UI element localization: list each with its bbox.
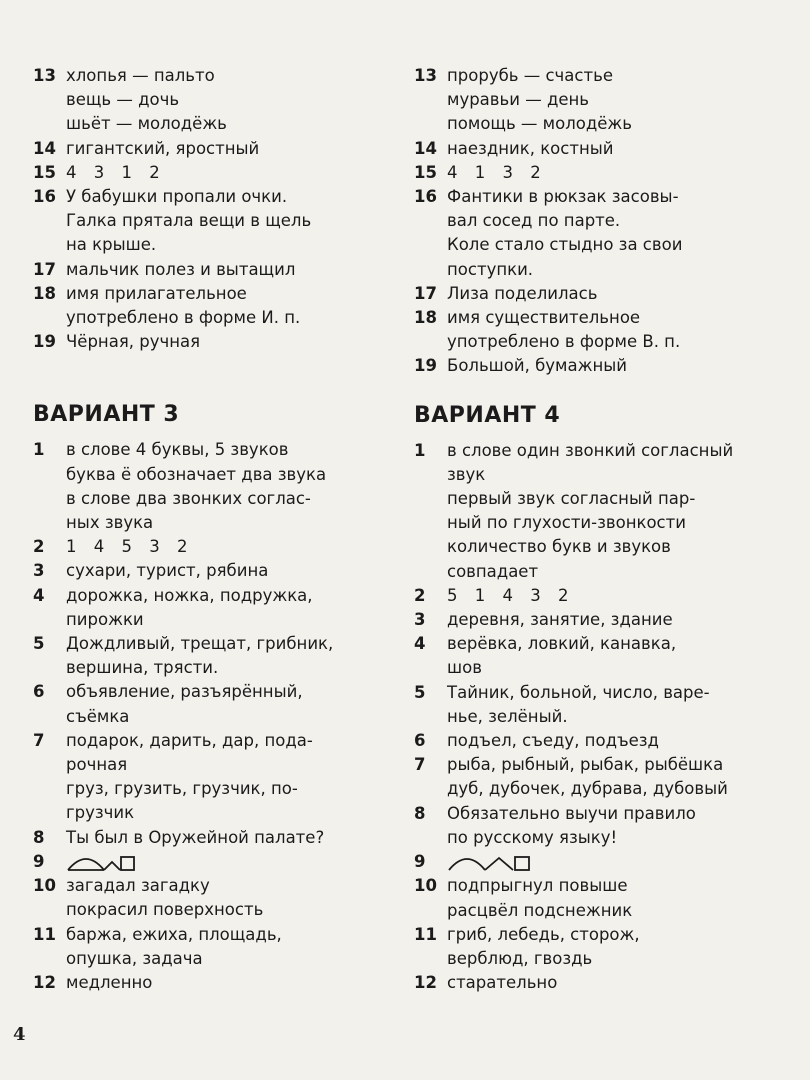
answer-number: 12	[33, 972, 56, 992]
answer-number: 3	[414, 610, 426, 630]
answer-line: имя прилагательное	[66, 283, 247, 303]
answer-item	[33, 535, 413, 559]
ending-box-icon	[515, 857, 529, 870]
root-arc-icon	[68, 859, 104, 870]
answer-line: дуб, дубочек, дубрава, дубовый	[447, 779, 728, 799]
answer-item	[33, 258, 413, 282]
answer-line: верёвка, ловкий, канавка,	[447, 634, 677, 654]
answer-item	[414, 971, 794, 995]
answer-item	[414, 729, 794, 753]
answer-text	[447, 753, 794, 801]
answer-text	[66, 632, 413, 680]
answer-text	[66, 584, 413, 632]
answer-number: 12	[414, 973, 437, 993]
answer-line: количество букв и звуков	[447, 537, 671, 557]
answer-item	[33, 874, 413, 922]
answer-line: вещь — дочь	[66, 90, 180, 110]
answer-line: опушка, задача	[66, 948, 203, 968]
answer-number: 19	[414, 356, 437, 376]
answer-number: 16	[414, 187, 437, 207]
answer-item	[414, 354, 794, 378]
answer-line: съёмка	[66, 706, 130, 726]
answer-text	[447, 802, 794, 850]
answer-text	[66, 729, 413, 826]
answer-line: загадал загадку	[66, 876, 210, 896]
answer-number: 14	[414, 138, 437, 158]
answer-text	[447, 971, 794, 995]
answer-line: 5 1 4 3 2	[447, 585, 575, 605]
variant3-heading: ВАРИАНТ 3	[33, 402, 180, 428]
answer-text	[66, 64, 413, 137]
answer-line: Большой, бумажный	[447, 356, 627, 376]
answer-item	[33, 584, 413, 632]
answer-line: прорубь — счастье	[447, 66, 613, 85]
answer-line: медленно	[66, 972, 153, 992]
answer-line: рыба, рыбный, рыбак, рыбёшка	[447, 755, 724, 775]
answer-number: 4	[414, 634, 426, 654]
answer-line: Тайник, больной, число, варе-	[447, 682, 710, 702]
answer-text	[447, 608, 794, 632]
answer-line: деревня, занятие, здание	[447, 610, 673, 630]
answer-line: в слове два звонких соглас-	[66, 488, 311, 508]
answer-line: мальчик полез и вытащил	[66, 259, 296, 279]
answer-item	[414, 923, 794, 971]
answer-item	[33, 137, 413, 161]
answer-item	[33, 971, 413, 995]
answer-item	[414, 681, 794, 729]
answer-text	[66, 282, 413, 330]
answer-number: 17	[414, 283, 437, 303]
page-number: 4	[13, 1024, 26, 1045]
answer-number: 9	[414, 852, 426, 872]
answer-text	[66, 137, 413, 161]
answer-item	[33, 185, 413, 258]
answer-number: 18	[414, 308, 437, 328]
answer-line: объявление, разъярённый,	[66, 682, 303, 702]
answer-item	[414, 584, 794, 608]
answer-line: первый звук согласный пар-	[447, 489, 696, 509]
answer-text	[447, 306, 794, 354]
answer-number: 11	[33, 924, 56, 944]
answer-line: помощь — молодёжь	[447, 114, 633, 134]
answer-line: дорожка, ножка, подружка,	[66, 585, 313, 605]
answer-number: 7	[414, 755, 426, 775]
answer-line: звук	[447, 464, 486, 484]
answer-number: 7	[33, 730, 45, 750]
answer-line: Ты был в Оружейной палате?	[66, 827, 325, 847]
answer-number: 13	[33, 66, 56, 85]
answer-line: ных звука	[66, 513, 154, 533]
answer-item	[33, 632, 413, 680]
answer-text	[66, 874, 413, 922]
answer-item	[414, 306, 794, 354]
answer-number: 2	[414, 585, 426, 605]
answer-item	[414, 137, 794, 161]
answer-line: Чёрная, ручная	[66, 332, 201, 352]
answer-number: 9	[33, 851, 45, 871]
answer-text	[66, 258, 413, 282]
answer-line: поступки.	[447, 259, 534, 279]
answer-item	[414, 753, 794, 801]
answer-text	[66, 680, 413, 728]
answer-number: 3	[33, 561, 45, 581]
answer-line: ный по глухости-звонкости	[447, 513, 686, 533]
answer-text	[66, 559, 413, 583]
answer-text	[447, 729, 794, 753]
answer-number: 6	[414, 731, 426, 751]
answer-line: буква ё обозначает два звука	[66, 464, 327, 484]
answer-number: 5	[33, 634, 45, 654]
answer-item	[33, 282, 413, 330]
word-scheme	[66, 850, 413, 874]
answer-line: У бабушки пропали очки.	[66, 187, 288, 207]
answer-line: баржа, ежиха, площадь,	[66, 924, 282, 944]
answer-line: хлопья — пальто	[66, 66, 215, 85]
answer-line: употреблено в форме И. п.	[66, 308, 301, 328]
root-suffix-scheme-icon	[66, 850, 156, 872]
answer-item	[33, 438, 413, 535]
answer-line: пирожки	[66, 609, 144, 629]
answer-item	[33, 923, 413, 971]
answer-line: вал сосед по парте.	[447, 211, 621, 231]
answer-line: Дождливый, трещат, грибник,	[66, 634, 334, 654]
answer-text	[66, 850, 413, 874]
right-column	[414, 64, 794, 995]
answer-text	[447, 850, 794, 874]
answer-line: подъел, съеду, подъезд	[447, 731, 659, 751]
answer-text	[66, 185, 413, 258]
answer-line: вершина, трясти.	[66, 658, 219, 678]
answer-line: в слове 4 буквы, 5 звуков	[66, 440, 289, 460]
answer-line: употреблено в форме В. п.	[447, 332, 681, 352]
answer-line: верблюд, гвоздь	[447, 948, 593, 968]
suffix-caret-icon	[485, 858, 513, 870]
answer-number: 8	[414, 803, 426, 823]
answer-line: 1 4 5 3 2	[66, 537, 194, 557]
answer-line: подарок, дарить, дар, пода-	[66, 730, 313, 750]
answer-text	[447, 439, 794, 584]
answer-number: 19	[33, 332, 56, 352]
answer-text	[66, 438, 413, 535]
answer-line: по русскому языку!	[447, 827, 618, 847]
answer-line: Фантики в рюкзак засовы-	[447, 187, 679, 207]
answer-text	[447, 681, 794, 729]
answer-text	[66, 330, 413, 354]
answer-line: покрасил поверхность	[66, 900, 264, 920]
answer-text	[66, 535, 413, 559]
answer-item	[414, 874, 794, 922]
answer-line: в слове один звонкий согласный	[447, 440, 734, 460]
answer-line: 4 3 1 2	[66, 162, 166, 182]
variant2-continued-answers	[414, 64, 794, 379]
answer-line: шьёт — молодёжь	[66, 114, 227, 134]
answer-number: 10	[414, 876, 437, 896]
answer-item	[33, 826, 413, 850]
answer-line: Лиза поделилась	[447, 283, 598, 303]
answer-line: муравьи — день	[447, 90, 590, 110]
answer-line: совпадает	[447, 561, 539, 581]
answer-line: сухари, турист, рябина	[66, 561, 269, 581]
answer-item	[414, 161, 794, 185]
answer-item	[414, 282, 794, 306]
variant1-continued-answers	[33, 64, 413, 354]
answer-number: 15	[33, 162, 56, 182]
answer-number: 11	[414, 924, 437, 944]
answer-number: 8	[33, 827, 45, 847]
answer-number: 6	[33, 682, 45, 702]
answer-line: старательно	[447, 973, 558, 993]
left-column	[33, 64, 413, 995]
answer-number: 10	[33, 876, 56, 896]
answer-line: гриб, лебедь, сторож,	[447, 924, 640, 944]
answer-text	[447, 632, 794, 680]
answer-text	[66, 971, 413, 995]
answer-item	[33, 729, 413, 826]
answer-text	[447, 137, 794, 161]
answer-line: грузчик	[66, 803, 135, 823]
answer-item	[414, 632, 794, 680]
answer-line: Обязательно выучи правило	[447, 803, 696, 823]
answer-number: 17	[33, 259, 56, 279]
answer-text	[447, 354, 794, 378]
answer-line: шов	[447, 658, 482, 678]
answer-item	[414, 608, 794, 632]
answer-item	[33, 680, 413, 728]
answer-number: 4	[33, 585, 45, 605]
answer-number: 16	[33, 187, 56, 207]
answer-number: 5	[414, 682, 426, 702]
answer-text	[447, 185, 794, 282]
ending-box-icon	[121, 857, 134, 870]
answer-line: рочная	[66, 755, 128, 775]
variant3-answers	[33, 438, 413, 995]
answer-item	[414, 802, 794, 850]
answer-number: 1	[33, 440, 45, 460]
answer-line: наездник, костный	[447, 138, 614, 158]
answer-line: имя существительное	[447, 308, 641, 328]
answer-line: 4 1 3 2	[447, 162, 547, 182]
word-scheme	[447, 850, 794, 874]
answer-item	[33, 161, 413, 185]
answer-item	[414, 64, 794, 137]
answer-line: груз, грузить, грузчик, по-	[66, 779, 298, 799]
answer-line: Коле стало стыдно за свои	[447, 235, 683, 255]
answer-number: 18	[33, 283, 56, 303]
answer-item	[414, 850, 794, 874]
answer-number: 2	[33, 537, 45, 557]
answer-number: 13	[414, 66, 437, 85]
variant4-answers	[414, 439, 794, 996]
answer-item	[33, 330, 413, 354]
root-suffix-ending-scheme-icon	[447, 850, 537, 872]
answer-text	[447, 584, 794, 608]
answer-text	[447, 923, 794, 971]
answer-item	[33, 559, 413, 583]
answer-line: подпрыгнул повыше	[447, 876, 628, 896]
variant4-heading: ВАРИАНТ 4	[414, 402, 561, 428]
answer-line: гигантский, яростный	[66, 138, 260, 158]
answer-item	[414, 185, 794, 282]
answer-line: расцвёл подснежник	[447, 900, 633, 920]
answer-text	[447, 64, 794, 137]
answer-item	[33, 850, 413, 874]
answer-text	[447, 874, 794, 922]
answer-text	[66, 161, 413, 185]
answer-item	[33, 64, 413, 137]
answer-text	[66, 923, 413, 971]
answer-number: 15	[414, 162, 437, 182]
answer-number: 1	[414, 440, 426, 460]
answer-number: 14	[33, 138, 56, 158]
answer-line: Галка прятала вещи в щель	[66, 211, 312, 231]
root-arc-icon	[449, 859, 485, 870]
answer-line: на крыше.	[66, 235, 157, 255]
suffix-caret-icon	[104, 862, 120, 870]
answer-text	[447, 161, 794, 185]
answer-item	[414, 439, 794, 584]
answer-line: нье, зелёный.	[447, 706, 568, 726]
answer-text	[447, 282, 794, 306]
answer-text	[66, 826, 413, 850]
